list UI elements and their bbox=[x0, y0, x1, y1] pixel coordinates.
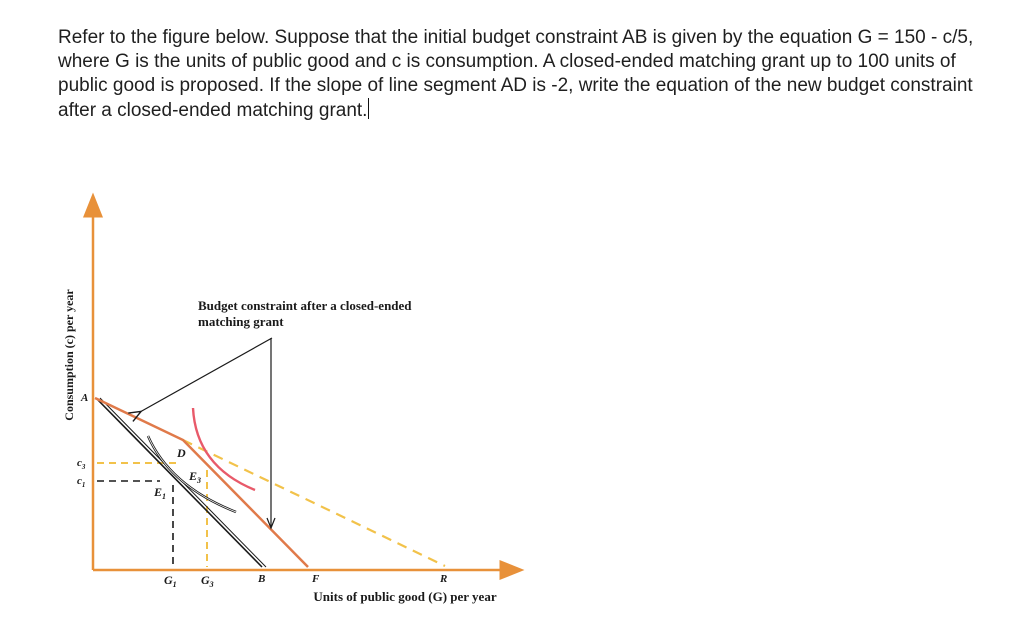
label-c1: $c_1$ bbox=[77, 475, 86, 489]
label-D: D bbox=[177, 446, 186, 460]
dashed-budget-line bbox=[183, 440, 445, 566]
annotation-line-1: Budget constraint after a closed-ended bbox=[198, 298, 412, 313]
question-body: Refer to the figure below. Suppose that the initial budget constraint AB is given by the equation G = 150 - c/5, where G is the units of public good and c is consumption. A closed-ended matching grant up to 100 units of public good is proposed. If the slope of line segment AD is -2, write the equation of the new budget constraint after a closed-ended matching grant. bbox=[58, 27, 974, 121]
label-E3: $E_3$ bbox=[189, 469, 202, 485]
label-F: F bbox=[312, 573, 320, 585]
annotation-line-2: matching grant bbox=[198, 314, 284, 329]
label-c3: $c_3$ bbox=[77, 457, 86, 471]
label-A: A bbox=[81, 392, 89, 404]
y-axis-label: Consumption (c) per year bbox=[62, 289, 76, 421]
label-B: B bbox=[258, 573, 266, 585]
annotation-arrow-left bbox=[140, 338, 272, 412]
label-G1: $G_1$ bbox=[164, 573, 177, 589]
x-axis-label: Units of public good (G) per year bbox=[313, 589, 497, 604]
grant-budget-line bbox=[95, 398, 308, 567]
label-R: R bbox=[440, 573, 448, 585]
label-G3: $G_3$ bbox=[201, 573, 214, 589]
label-E1: $E_1$ bbox=[154, 485, 167, 501]
